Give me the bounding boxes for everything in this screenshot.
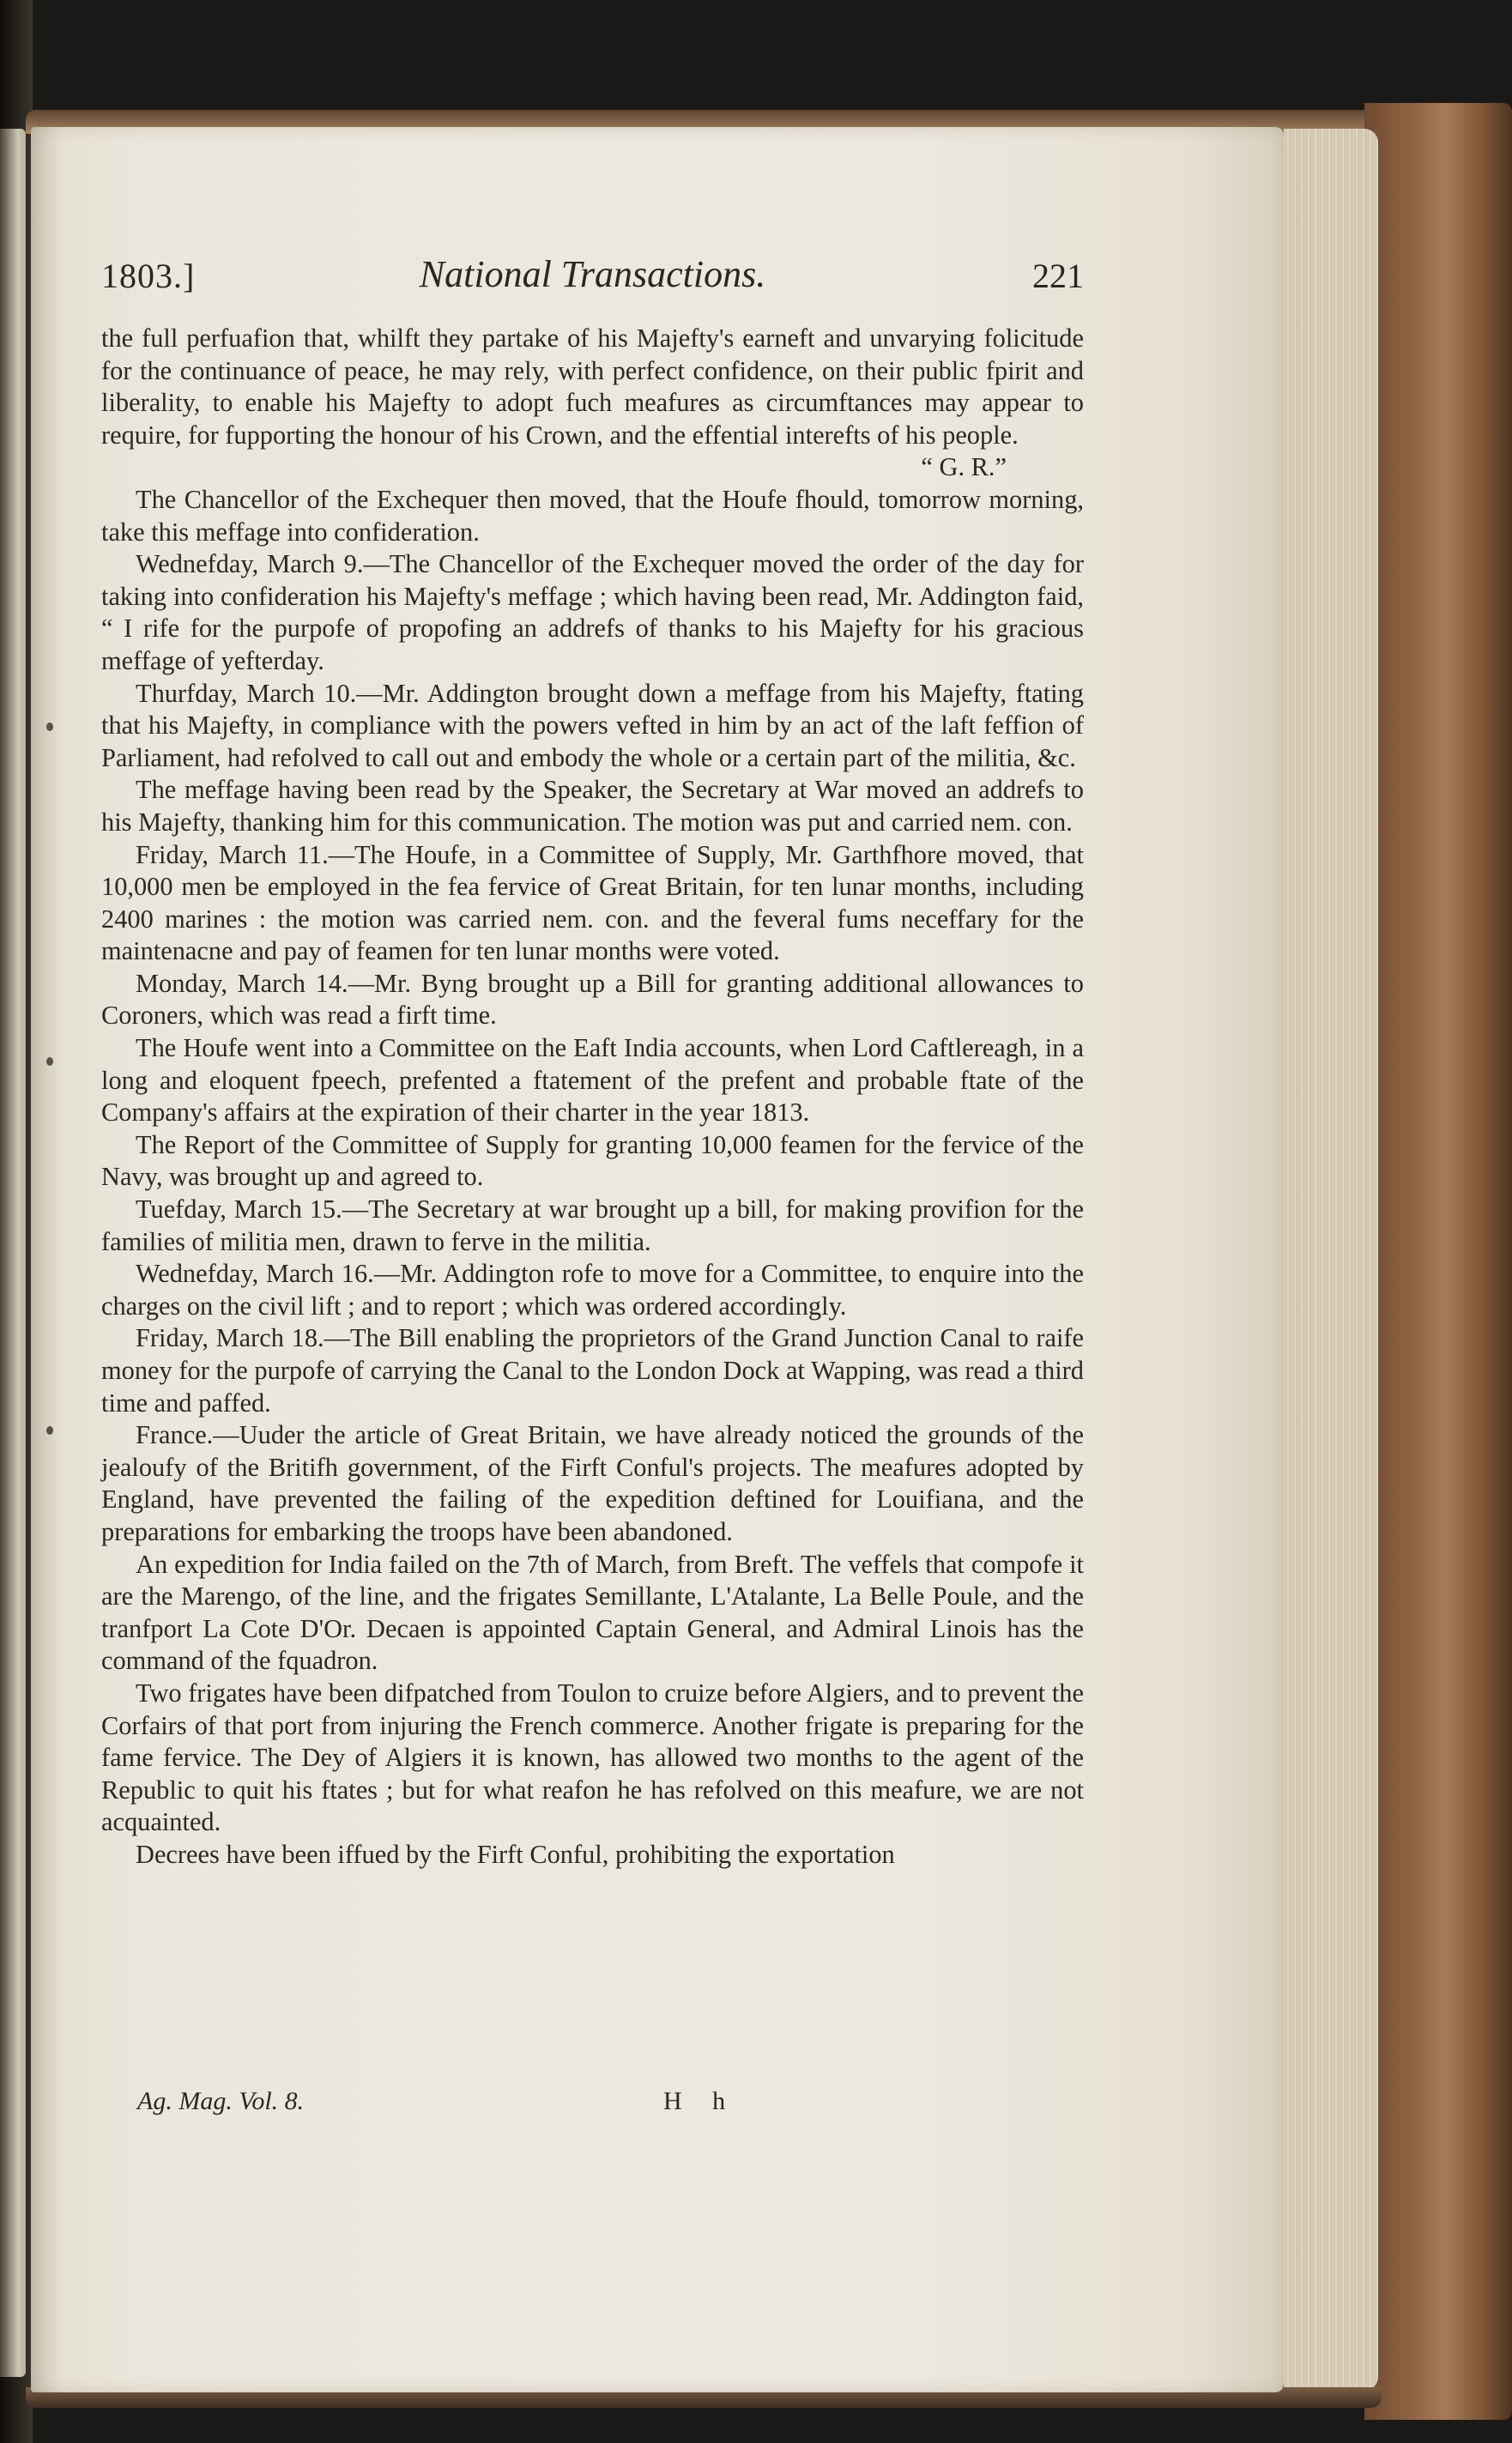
facing-page-edge bbox=[0, 129, 26, 2377]
paragraph: The meffage having been read by the Speaker, the Secretary at War moved an addrefs to his Majefty, thanking him for this communication. The motion was put and carried nem. con. bbox=[101, 775, 1084, 837]
paragraph-march-14: Monday, March 14.—Mr. Byng brought up a Bill for granting additional allowances to Coroners, which was read a firft time. bbox=[101, 968, 1084, 1031]
paragraph-march-9: Wednefday, March 9.—The Chancellor of the Exchequer moved the order of the day for taking into confideration his Majefty's meffage ; which having been read, Mr. Addington faid, “ I rife for the purpofe of propofing an addrefs of thanks to his Majefty for his gracious meffage of yefterday. bbox=[101, 549, 1084, 675]
footer-volume: Ag. Mag. Vol. 8. bbox=[137, 2087, 305, 2115]
royal-signature: “ G. R.” bbox=[921, 452, 1007, 482]
page-body bbox=[101, 323, 1084, 1872]
page-stack-edge bbox=[1284, 129, 1378, 2391]
paragraph-march-11: Friday, March 11.—The Houfe, in a Committee of Supply, Mr. Garthfhore moved, that 10,000 men be employed in the fea fervice of Great Britain, for ten lunar months, including 2400 marines : the motion was carried nem. con. and the feveral fums neceffary for the maintenacne and pay of feamen for ten lunar months were voted. bbox=[101, 839, 1084, 966]
paragraph: The Chancellor of the Exchequer then moved, that the Houfe fhould, tomorrow morning, take this meffage into confideration. bbox=[101, 484, 1084, 547]
header-year: 1803.] bbox=[101, 257, 196, 295]
paragraph-march-16: Wednefday, March 16.—Mr. Addington rofe to move for a Committee, to enquire into the charges on the civil lift ; and to report ; which was ordered accordingly. bbox=[101, 1259, 1084, 1321]
book-cover-edge bbox=[1364, 103, 1512, 2420]
header-title: National Transactions. bbox=[419, 253, 766, 295]
paragraph-march-15: Tuefday, March 15.—The Secretary at war brought up a bill, for making provifion for the families of militia men, drawn to ferve in the militia. bbox=[101, 1194, 1084, 1256]
margin-mark bbox=[46, 723, 53, 731]
paragraph-france: France.—Uuder the article of Great Britain, we have already noticed the grounds of the jealoufy of the Britifh government, of the Firft Conful's projects. The meafures adopted by England, have prevented the failing of the expedition deftined for Louifiana, and the preparations for embarking the troops have been abandoned. bbox=[101, 1420, 1084, 1546]
page-footer bbox=[101, 2087, 1084, 2125]
margin-mark bbox=[46, 1057, 53, 1066]
running-header bbox=[101, 249, 1084, 304]
footer-signature-mark: H h bbox=[663, 2087, 738, 2115]
paragraph-march-10: Thurfday, March 10.—Mr. Addington brought down a meffage from his Majefty, ftating that his Majefty, in compliance with the powers vefted in him by an act of the laft feffion of Parliament, had refolved to call out and embody the whole or a certain part of the militia, &c. bbox=[101, 678, 1084, 772]
paragraph-continuation: the full perfuafion that, whilft they partake of his Majefty's earneft and unvarying folicitude for the continuance of peace, he may rely, with perfect confidence, on their public fpirit and liberality, to enable his Majefty to adopt fuch meafures as circumftances may appear to require, for fupporting the honour of his Crown, and the effential interefts of his people. bbox=[101, 324, 1084, 450]
paragraph: The Report of the Committee of Supply for granting 10,000 feamen for the fervice of the Navy, was brought up and agreed to. bbox=[101, 1129, 1084, 1192]
paragraph: Two frigates have been difpatched from Toulon to cruize before Algiers, and to prevent the Corfairs of that port from injuring the French commerce. Another frigate is preparing for the fame fervice. The Dey of Algiers it is known, has allowed two months to the agent of the Republic to quit his ftates ; but for what reafon he has refolved on this meafure, we are not acquainted. bbox=[101, 1678, 1084, 1837]
paragraph: The Houfe went into a Committee on the Eaft India accounts, when Lord Caftlereagh, in a long and eloquent fpeech, prefented a ftatement of the prefent and probable ftate of the Company's affairs at the expiration of their charter in the year 1813. bbox=[101, 1033, 1084, 1128]
margin-mark bbox=[46, 1426, 53, 1435]
page-number: 221 bbox=[1032, 257, 1084, 295]
paragraph-march-18: Friday, March 18.—The Bill enabling the proprietors of the Grand Junction Canal to raife money for the purpofe of carrying the Canal to the London Dock at Wapping, was read a third time and paffed. bbox=[101, 1323, 1084, 1418]
paragraph: An expedition for India failed on the 7th of March, from Breft. The veffels that compofe it are the Marengo, of the line, and the frigates Semillante, L'Atalante, La Belle Poule, and the tranfport La Cote D'Or. Decaen is appointed Captain General, and Admiral Linois has the command of the fquadron. bbox=[101, 1549, 1084, 1676]
paragraph: Decrees have been iffued by the Firft Conful, prohibiting the exportation bbox=[136, 1839, 895, 1869]
